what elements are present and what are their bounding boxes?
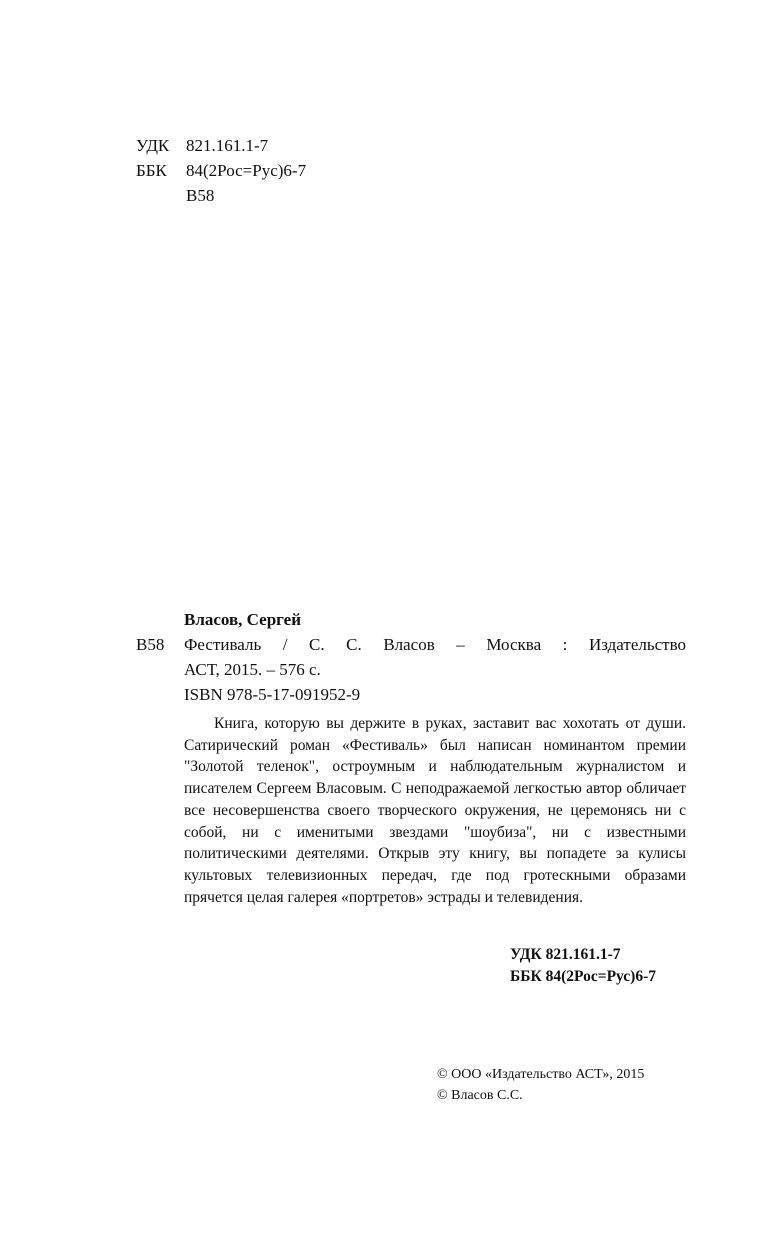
udk-row	[136, 133, 306, 158]
bibliographic-entry	[136, 607, 686, 707]
entry-author: Власов, Сергей	[184, 610, 301, 629]
entry-description-line2: АСТ, 2015. – 576 с.	[184, 660, 321, 679]
bbk-code-right: ББК 84(2Рос=Рус)6-7	[510, 968, 657, 985]
copyright-author: © Власов С.С.	[437, 1088, 523, 1103]
udk-code-right: УДК 821.161.1-7	[510, 946, 621, 963]
entry-code: В58	[136, 635, 165, 654]
copyright-block	[437, 1064, 644, 1106]
udk-label: УДК	[136, 136, 170, 155]
annotation-paragraph: Книга, которую вы держите в руках, заставит вас хохотать от души. Сатирический роман «Фестиваль» был написан номинантом премии "Золотой теленок", остроумным и наблюдательным журналистом и писателем Сергеем Власовым. С неподражаемой легкостью автор обличает все несовершенства своего творческого окружения, не церемонясь ни с собой, ни с именитыми звездами "шоубиза", ни с известными политическими деятелями. Открыв эту книгу, вы попадете за кулисы культовых телевизионных передач, где под гротескными образами прячется целая галерея «портретов» эстрады и телевидения.	[184, 715, 686, 906]
bbk-label: ББК	[136, 161, 167, 180]
copyright-publisher: © ООО «Издательство АСТ», 2015	[437, 1067, 645, 1082]
classification-codes-right	[510, 944, 656, 988]
entry-isbn: ISBN 978-5-17-091952-9	[184, 685, 361, 704]
author-sign: В58	[186, 186, 215, 205]
entry-description-row	[136, 632, 686, 657]
entry-description-line1: Фестиваль / С. С. Власов – Москва : Издательство	[184, 635, 686, 654]
bbk-value: 84(2Рос=Рус)6-7	[186, 161, 307, 180]
udk-value: 821.161.1-7	[186, 136, 269, 155]
bbk-row	[136, 158, 306, 183]
classification-block	[136, 133, 306, 208]
